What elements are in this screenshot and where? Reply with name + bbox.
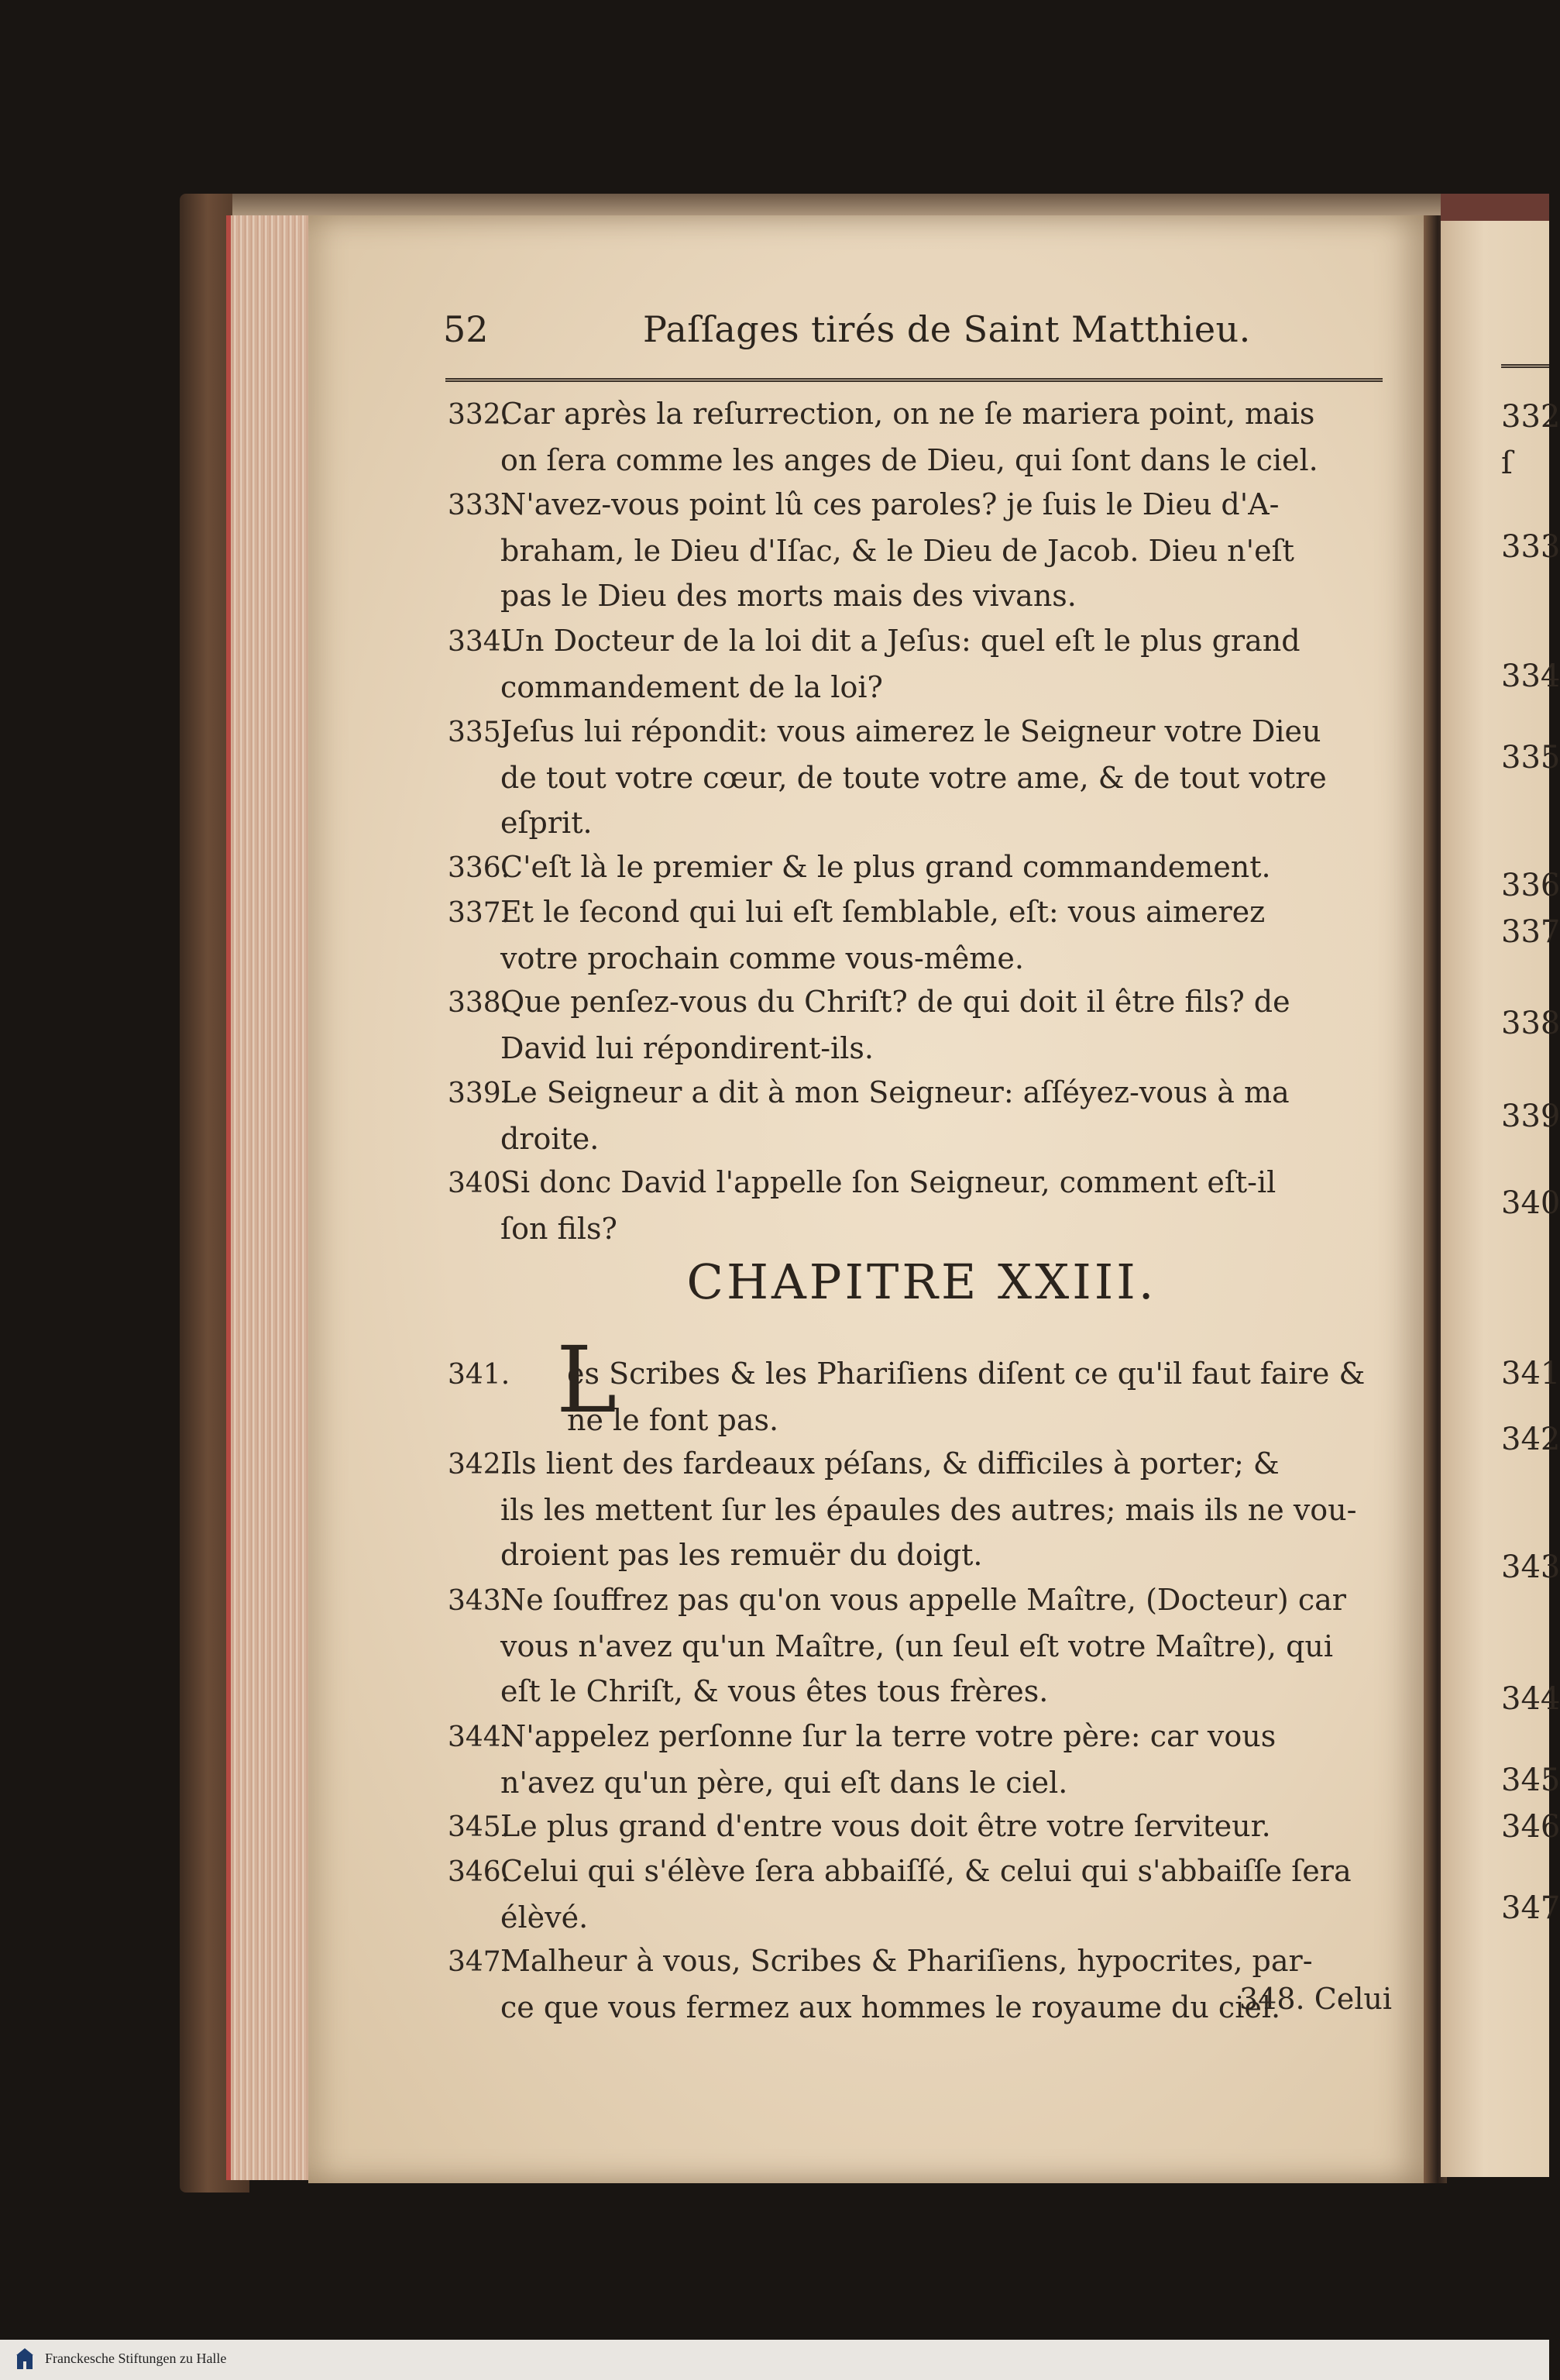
- verse-line: ils les mettent ſur les épaules des autres; mais ils ne vou-: [500, 1493, 1357, 1527]
- verse: [448, 709, 1402, 845]
- verse-text: N'avez-vous point lû ces paroles? je ſuis le Dieu d'A-: [500, 487, 1280, 521]
- verse-line: droient pas les remuër du doigt.: [500, 1538, 983, 1572]
- verse-text: Ils lient des fardeaux péſans, & difficiles à porter; &: [500, 1446, 1280, 1481]
- verse-line: [448, 1938, 1402, 1985]
- verse-line: droite.: [500, 1122, 600, 1156]
- page-edges: [226, 215, 318, 2180]
- right-page-fragment: 347: [1501, 1890, 1560, 1926]
- verse-number: 344.: [448, 1721, 510, 1753]
- verse-text: Celui qui s'élève ſera abbaiſſé, & celui qui s'abbaiſſe ſera: [500, 1854, 1352, 1888]
- verse-line: [448, 618, 1402, 665]
- verse-line: pas le Dieu des morts mais des vivans.: [500, 579, 1077, 613]
- verse: [448, 1160, 1402, 1251]
- verse-line: David lui répondirent-ils.: [500, 1031, 874, 1065]
- verse: [448, 1070, 1402, 1161]
- chapter-heading: CHAPITRE XXIII.: [686, 1254, 1157, 1310]
- verse: [448, 1441, 1402, 1577]
- verse-line: [448, 1070, 1402, 1116]
- verse-number: 343.: [448, 1585, 510, 1617]
- verse-number: 338.: [448, 987, 510, 1019]
- right-page-header-rule: [1501, 364, 1549, 368]
- verse-line: eſprit.: [500, 806, 593, 840]
- right-page-fragment: 343: [1501, 1549, 1560, 1585]
- verse-line: [448, 1577, 1402, 1624]
- verse: [448, 391, 1402, 483]
- verse-text: N'appelez perſonne ſur la terre votre père: car vous: [500, 1719, 1277, 1753]
- verse-line: [448, 1714, 1402, 1760]
- verse-line: ſon fils?: [500, 1212, 617, 1246]
- verse-text: Le Seigneur a dit à mon Seigneur: aſſéyez-vous à ma: [500, 1075, 1290, 1109]
- verse-number: 342.: [448, 1449, 510, 1481]
- verse-line: ne le font pas.: [567, 1403, 779, 1437]
- right-page-fragment: 344: [1501, 1681, 1560, 1717]
- verse-line: eſt le Chriſt, & vous êtes tous frères.: [500, 1674, 1049, 1708]
- verse: [448, 1804, 1402, 1850]
- verse: [448, 979, 1402, 1071]
- verse-text: Le plus grand d'entre vous doit être votre ſerviteur.: [500, 1809, 1271, 1843]
- verse: [448, 1577, 1402, 1714]
- verse-number: 333.: [448, 490, 510, 521]
- right-page-fragment: ſ: [1501, 445, 1513, 481]
- verse-line: n'avez qu'un père, qui eſt dans le ciel.: [500, 1766, 1068, 1800]
- verse-line: [448, 1441, 1402, 1488]
- right-page-fragment: 335: [1501, 740, 1560, 776]
- verse-number: 332.: [448, 399, 510, 431]
- verse-line: de tout votre cœur, de toute votre ame, & de tout votre: [500, 761, 1327, 795]
- right-page-fragment: 339: [1501, 1099, 1560, 1134]
- right-page-fragment: 333: [1501, 529, 1560, 565]
- verse-text: Malheur à vous, Scribes & Phariſiens, hypocrites, par-: [500, 1944, 1313, 1978]
- verse-text: Si donc David l'appelle ſon Seigneur, comment eſt-il: [500, 1165, 1277, 1199]
- footer-text: Franckesche Stiftungen zu Halle: [45, 2351, 227, 2366]
- verse: [448, 1849, 1402, 1940]
- running-title: Paſſages tirés de Saint Matthieu.: [643, 308, 1251, 350]
- right-page-fragment: 338: [1501, 1006, 1560, 1041]
- verse-number: 345.: [448, 1811, 510, 1843]
- verse: [448, 482, 1402, 618]
- right-page-fragment: 337: [1501, 914, 1560, 950]
- verse-text: Car après la reſurrection, on ne ſe mariera point, mais: [500, 397, 1315, 431]
- verse-text: Jeſus lui répondit: vous aimerez le Seigneur votre Dieu: [500, 714, 1321, 748]
- verse-line: [448, 889, 1402, 936]
- verse-line: [448, 391, 1402, 438]
- verse: [448, 1714, 1402, 1805]
- right-page-fragment: 334: [1501, 659, 1560, 694]
- verse-line: commandement de la loi?: [500, 670, 883, 704]
- verse-line: on ſera comme les anges de Dieu, qui ſont dans le ciel.: [500, 443, 1318, 477]
- verse: [448, 889, 1402, 981]
- verse-line: [448, 979, 1402, 1026]
- verse: [448, 618, 1402, 710]
- verse-text: Ne ſouffrez pas qu'on vous appelle Maître, (Docteur) car: [500, 1583, 1346, 1617]
- verse-text: C'eſt là le premier & le plus grand commandement.: [500, 850, 1271, 884]
- right-page-fragment: 332: [1501, 399, 1560, 435]
- verse-text: Un Docteur de la loi dit a Jeſus: quel eſt le plus grand: [500, 624, 1301, 658]
- verse-number: 336.: [448, 852, 510, 884]
- verse-number: 335.: [448, 717, 510, 748]
- verse-number: 334.: [448, 626, 510, 658]
- right-page-fragment: 345: [1501, 1763, 1560, 1798]
- verse-line: [448, 482, 1402, 528]
- drop-capital: L: [556, 1326, 617, 1433]
- verse-number: 339.: [448, 1078, 510, 1109]
- verse-number: 347.: [448, 1946, 510, 1978]
- verse: [448, 844, 1402, 891]
- verse-text: Que penſez-vous du Chriſt? de qui doit il être fils? de: [500, 985, 1290, 1019]
- verse-line: votre prochain comme vous-même.: [500, 941, 1024, 975]
- verse-line: [448, 1849, 1402, 1895]
- verse-line: [448, 709, 1402, 755]
- right-page-fragment: 346: [1501, 1809, 1560, 1845]
- verse-number: 337.: [448, 897, 510, 929]
- verse-line: [448, 1160, 1402, 1206]
- verse-number: 346.: [448, 1856, 510, 1888]
- right-page-fragment: 336: [1501, 868, 1560, 903]
- right-page-fragment: 341: [1501, 1356, 1560, 1391]
- right-page-fragment: 342: [1501, 1422, 1560, 1457]
- catchword: 348. Celui: [1239, 1982, 1393, 2016]
- verse-number: 341.: [448, 1359, 510, 1391]
- right-page-fragment: 340: [1501, 1185, 1560, 1221]
- page-number: 52: [443, 308, 489, 350]
- footer-bar: [0, 2340, 1549, 2380]
- verse-line: [448, 1804, 1402, 1850]
- header-rule: [445, 378, 1383, 382]
- verse-line: braham, le Dieu d'Iſac, & le Dieu de Jacob. Dieu n'eſt: [500, 534, 1294, 568]
- right-page-top-edge: [1441, 194, 1549, 225]
- verse-line: vous n'avez qu'un Maître, (un ſeul eſt votre Maître), qui: [500, 1629, 1334, 1663]
- verse-text: Et le ſecond qui lui eſt ſemblable, eſt: vous aimerez: [500, 895, 1266, 929]
- verse-line: [448, 844, 1402, 891]
- verse-number: 340.: [448, 1168, 510, 1199]
- verse-line: élèvé.: [500, 1900, 589, 1935]
- verse-line: ce que vous fermez aux hommes le royaume du ciel.: [500, 1990, 1281, 2024]
- institution-logo-icon: [15, 2347, 34, 2371]
- verse-text: es Scribes & les Phariſiens diſent ce qu'il faut faire &: [567, 1357, 1366, 1391]
